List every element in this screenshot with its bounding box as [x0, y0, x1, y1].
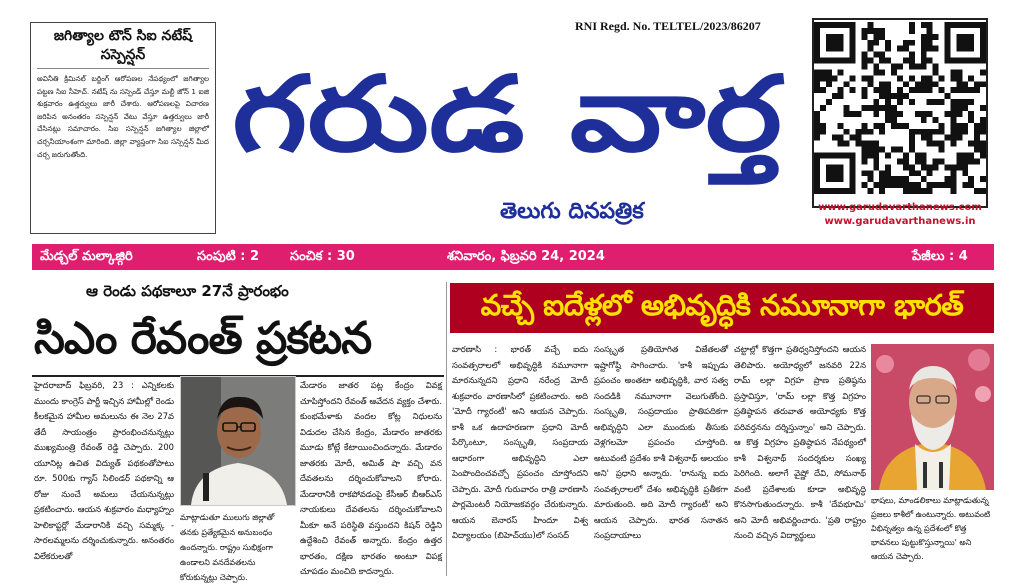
- story2-column-1: వారణాసి : భారత్ వచ్చే ఐదు సంవత్సరాలలో అభివృద్ధికి నమూనాగా మారనున్నదని ప్రధాని నరేంద్ర మోదీ శుక్రవారం వారణాసిలో ప్రకటించారు. అది 'మోదీ గ్యారంటీ' అని ఆయన చెప్పారు. కాశీ ఒక ఉదాహరణగా ప్రధాని మోదీ పేర్కొంటూ, సంస్కృతి, సంప్రదాయ ఆధారంగా అభివృద్ధిని ఎలా పెంపొందించవచ్చో ప్రపంచం చూస్తోందని చెప్పారు. మోదీ గురువారం రాత్రి వారణాసి పార్లమెంటరీ నియోజకవర్గం చేరుకున్నారు. ఆయన బెనారస్ హిందూ విశ్వ విద్యాలయం (బిహెచ్‌యు)లో సంసద్: [452, 344, 588, 540]
- column-separator: [446, 282, 447, 576]
- story2-headline: వచ్చే ఐదేళ్లలో అభివృద్ధికి నమూనాగా భారత్: [480, 288, 964, 322]
- story1-caption: మాట్లాడుతూ ములుగు జిల్లాతో తనకు ప్రత్యేకమైన అనుబంధం ఉందన్నారు. రాష్ట్రం సుభిక్షంగా ఉండాలని వనదేవతలను కోరుకున్నట్లు చెప్పారు.: [180, 513, 275, 582]
- district-label: మేడ్చల్ మల్కాజ్గిరి: [40, 249, 133, 264]
- pages-label: పేజీలు : 4: [912, 249, 968, 264]
- volume-label: సంపుటి : 2: [197, 249, 260, 264]
- story1-kicker: ఆ రెండు పథకాలూ 27నే ప్రారంభం: [86, 282, 289, 300]
- qr-code-icon: [812, 18, 988, 208]
- issue-label: సంచిక : 30: [290, 249, 355, 264]
- tagline: తెలుగు దినపత్రిక: [500, 199, 644, 224]
- website-url-in: www.garudavarthanews.in: [824, 216, 976, 227]
- side-news-body: అవినీతి క్రిమినల్ బర్జింగ్ ఆరోపణల నేపథ్యంలో జగిత్యాల పట్టణ సిఐ సీహెచ్. నటేష్ ను సస్పెండ్ చేస్తూ మల్టీ జోన్ 1 ఐజి శుక్రవారం ఉత్తర్వులు జారీ చేశారు. ఆరోపణలపై విచారణ జరిపిన అనంతరం సస్పెన్షన్ వేటు వేస్తూ ఉత్తర్వులు జారీ చేసినట్లు సమాచారం. సిఐ సస్పెన్షన్ జగిత్యాల జిల్లాలో చర్చనీయాంశంగా మారింది. జిల్లా వ్యాప్తంగా సిఐ సస్పెన్షన్ మీద చర్చ జరుగుతోంది.: [37, 74, 209, 159]
- rni-number: RNI Regd. No. TELTEL/2023/86207: [575, 19, 761, 33]
- story1-column-2: మేడారం జాతర పట్ల కేంద్రం వివక్ష చూపిస్తోందని రేవంత్ ఆవేదన వ్యక్తం చేశారు. కుంభమేళాకు వందల కోట్ల నిధులను విడుదల చేసిన కేంద్రం, మేడారం జాతరకు మూడు కోట్లే కేటాయించిందన్నారు. మేడారం జాతరకు మోదీ, అమిత్ షా వచ్చి వన దేవతలను దర్శించుకోవాలని కోరారు. మేడారానికి రాకపోవడంపై కేసీఆర్ బీఆర్ఎస్ నాయకులు దేవతలను దర్శించుకోవాలని మీకూ అనే పరిస్థితి వస్తుందని కిషన్ రెడ్డిని ఉద్దేశించి రేవంత్ అన్నారు. కేంద్రం ఉత్తర భారతం, దక్షిణ భారతం అంటూ విపక్ష చూపడం మంచిది కాదన్నారు.: [300, 380, 442, 576]
- story2-caption: భాషలు, మాండలికాలు మాట్లాడుతున్న ప్రజలు కాశీలో ఉంటున్నారు. అటువంటి విభిన్నత్వం ఉన్న ప్రదేశంలో కొత్త భావనలు పుట్టుకొస్తున్నాయి' అని ఆయన చెప్పారు.: [871, 496, 991, 561]
- website-url-com: www.garudavarthanews.com: [818, 202, 982, 213]
- revanth-photo: [180, 376, 296, 506]
- modi-photo: [871, 344, 994, 490]
- side-news-box: [30, 22, 216, 234]
- story1-headline: సిఎం రేవంత్ ప్రకటన: [34, 313, 372, 364]
- masthead-title: గరుడ వార్త: [232, 53, 675, 175]
- edition-info-band: [32, 244, 994, 270]
- story2-column-2: సంస్కృత ప్రతియోగిత విజేతలతో ఇష్టాగోష్ఠి సాగించారు. 'కాశీ ఇప్పుడు ప్రపంచం అంతటా అభివృద్ధికి, వార సత్వ సందడికి నమూనాగా వెలుగుతోంది. సంస్కృతి, సంప్రదాయం ప్రాతిపదికగా అభివృద్ధిని ఎలా ముందుకు తీసుకు వెళ్లగలమో ప్రపంచం చూస్తోంది. అటువంటి ప్రదేశం కాశీ విశ్వనాథ్ ఆలయం అని' ప్రధాని అన్నారు. 'రానున్న ఐదు సంవత్సరాలలో దేశం అభివృద్ధికి ప్రతీకగా మారుతుంది. అది మోదీ గ్యారంటీ' అని ఆయన చెప్పారు. భారత సనాతన సంప్రదాయాలు: [594, 344, 728, 540]
- story1-column-1: హైదరాబాద్ ఫిబ్రవరి, 23 : ఎన్నికలకు ముందు కాంగ్రెస్ పార్టీ ఇచ్చిన హామీల్లో రెండు కీలకమైన హామీల అమలును ఈ నెల 27వ తేదీ సాయంత్రం ప్రారంభించనున్నట్లు ముఖ్యమంత్రి రేవంత్ రెడ్డి చెప్పారు. 200 యూనిట్ల ఉచిత విద్యుత్ పథకంతోపాటు రూ. 500కు గ్యాస్ సిలిండర్ పథకాన్ని ఆ రోజు నుంచే అమలు చేయనున్నట్లు ప్రకటించారు. ఆయన శుక్రవారం మధ్యాహ్నం హెలికాప్టర్లో మేడారానికి వచ్చి సమ్మక్క - సారలమ్మలను దర్శించుకున్నారు. అనంతరం విలేకరులతో: [34, 380, 174, 561]
- date-label: శనివారం, ఫిబ్రవరి 24, 2024: [447, 249, 605, 264]
- story2-column-3: చట్టాల్లో కొత్తగా ప్రతిధ్వనిస్తోందని ఆయన తెలిపారు. అయోధ్యలో జనవరి 22న రామ్ లల్లా విగ్రహ ప్రాణ ప్రతిష్ఠను ప్రస్తావిస్తూ, 'రామ్ లల్లా కొత్త విగ్రహం ప్రతిష్ఠాపన తరువాత అయోధ్యకు కొత్త పరివర్తనను దర్శిస్తున్నాం' అని చెప్పారు. ఆ కొత్త విగ్రహం ప్రతిష్ఠాపన నేపథ్యంలో కాశీ విశ్వనాథ్ సందర్శకుల సంఖ్య పెరిగింది. అలాగే వైష్ణో దేవి, సోమనాథ్ వంటి ప్రదేశాలకు కూడా అభివృద్ధి కొనసాగుతుందన్నారు. కాశీ 'దేవభూమి' అని మోదీ అభివర్ణించారు. 'ప్రతి రాష్ట్రం నుంచి వచ్చిన విద్యార్థులు: [734, 344, 866, 540]
- side-news-headline: జగిత్యాల టౌన్ సిఐ నటేష్ సస్పెన్షన్: [37, 27, 209, 69]
- masthead-logo: [225, 32, 790, 210]
